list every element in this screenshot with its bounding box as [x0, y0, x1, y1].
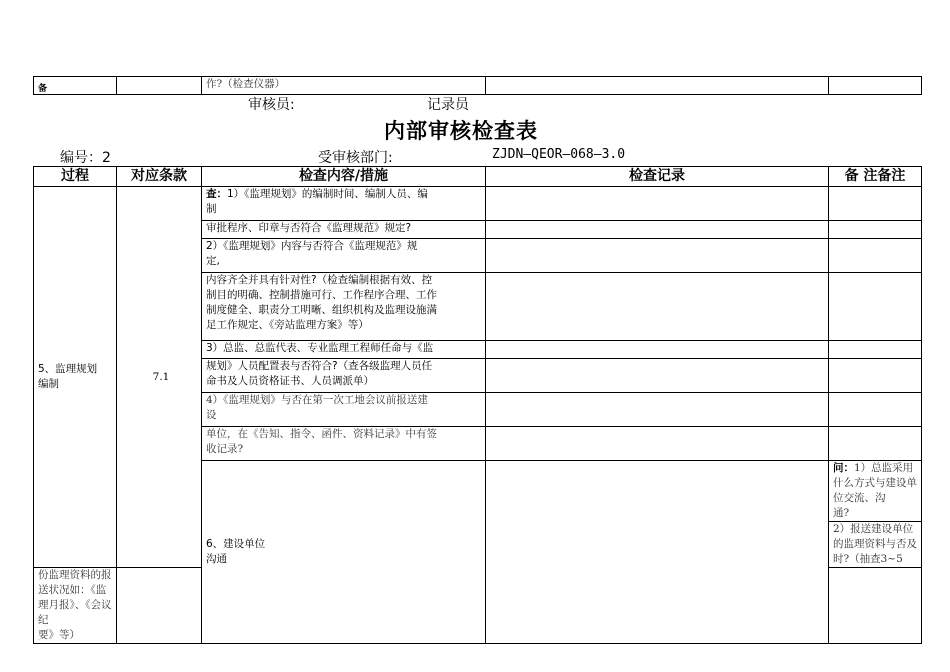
table-row [34, 77, 922, 95]
content-line: 制 [206, 203, 217, 215]
content-line: 内容齐全并具有针对性?（检查编制根据有效、控 [206, 274, 433, 286]
content-line: 规划》人员配置表与否符合?（查各级监理人员任 [206, 360, 433, 372]
process-label-line: 编制 [38, 378, 59, 390]
content-line: 1）总监采用什么方式与建设单位交流、沟 [833, 462, 917, 504]
content-cell [202, 341, 486, 359]
content-line: 要》等） [38, 629, 80, 641]
content-line: 制度健全、职责分工明晰、组织机构及监理设施满 [206, 304, 437, 316]
fragment-cell [486, 77, 829, 95]
remarks-cell [829, 273, 922, 341]
content-cell [202, 187, 486, 221]
table-row [34, 187, 922, 221]
content-line: 1）《监理规划》的编制时间、编制人员、编 [227, 188, 428, 200]
remarks-cell [829, 393, 922, 427]
check-lead-label: 查： [206, 188, 227, 200]
fragment-cell [829, 77, 922, 95]
record-cell [486, 341, 829, 359]
content-cell [202, 239, 486, 273]
content-line: 设 [206, 409, 217, 421]
content-cell [829, 522, 922, 568]
process-label-line: 5、监理规划 [38, 363, 98, 375]
header-record: 检查记录 [486, 167, 829, 187]
audit-checklist-table [33, 166, 922, 644]
record-cell [486, 273, 829, 341]
record-cell [486, 359, 829, 393]
content-line: 2）报送建设单位的监理资料与否及时?（抽查3~5 [833, 523, 917, 565]
process-cell-communication [202, 461, 486, 644]
audited-department-label: 受审核部门: [318, 150, 393, 166]
content-line: 4）《监理规划》与否在第一次工地会议前报送建 [206, 394, 428, 406]
content-line: 纪 [38, 614, 49, 626]
fragment-cell [34, 77, 117, 95]
record-cell [486, 187, 829, 221]
table-header-row [34, 167, 922, 187]
clause-cell [117, 187, 202, 568]
remarks-cell [829, 341, 922, 359]
content-cell [202, 273, 486, 341]
header-content: 检查内容/措施 [202, 167, 486, 187]
fragment-content-text: 作?（检查仪器） [206, 78, 286, 90]
content-line: 制目的明确、控制措施可行、工作程序合理、工作 [206, 289, 437, 301]
record-cell [486, 221, 829, 239]
content-line: 收记录? [206, 443, 244, 455]
content-line: 份监理资料的报送状况如：《监理月报》、《会议 [38, 569, 112, 611]
content-line: 足工作规定、《旁站监理方案》等） [206, 319, 369, 331]
fragment-cell [117, 77, 202, 95]
auditor-label: 审核员: [248, 97, 295, 113]
remarks-cell [829, 427, 922, 461]
process-label-line: 6、建设单位 [206, 538, 266, 550]
clause-cell [486, 461, 829, 644]
header-clause: 对应条款 [117, 167, 202, 187]
content-line: 单位，在《告知、指令、函件、资料记录》中有签 [206, 428, 437, 440]
remarks-cell [829, 239, 922, 273]
record-cell [486, 427, 829, 461]
content-cell [202, 221, 486, 239]
recorder-label: 记录员 [427, 97, 469, 113]
content-cell [829, 461, 922, 522]
record-cell [486, 393, 829, 427]
document-number: 编号：2 [60, 150, 111, 166]
content-cell [34, 568, 117, 644]
content-cell [202, 359, 486, 393]
content-cell [202, 393, 486, 427]
header-remarks: 备 注备注 [829, 167, 922, 187]
check-lead-label: 问： [833, 462, 854, 474]
remarks-cell [829, 187, 922, 221]
content-line: 定, [206, 255, 220, 267]
process-label-line: 沟通 [206, 553, 227, 565]
previous-table-fragment [33, 76, 922, 95]
header-process: 过程 [34, 167, 117, 187]
content-line: 2）《监理规划》内容与否符合《监理规范》规 [206, 240, 418, 252]
record-cell [486, 239, 829, 273]
clause-number: 7.1 [152, 370, 170, 383]
content-line: 命书及人员资格证书、人员调派单） [206, 375, 374, 387]
record-cell [117, 568, 202, 644]
content-cell [202, 427, 486, 461]
fragment-cell [202, 77, 486, 95]
page-title: 内部审核检查表 [384, 119, 538, 143]
remarks-cell [829, 221, 922, 239]
content-line: 审批程序、印章与否符合《监理规范》规定? [206, 222, 412, 234]
process-cell-planning [34, 187, 117, 568]
content-line: 通? [833, 507, 850, 519]
content-line: 3）总监、总监代表、专业监理工程师任命与《监 [206, 342, 434, 354]
remarks-cell [829, 568, 922, 644]
remarks-cell [829, 359, 922, 393]
fragment-remark-text: 备 [38, 84, 48, 94]
document-code: ZJDN—QEOR—068—3.0 [492, 147, 626, 162]
